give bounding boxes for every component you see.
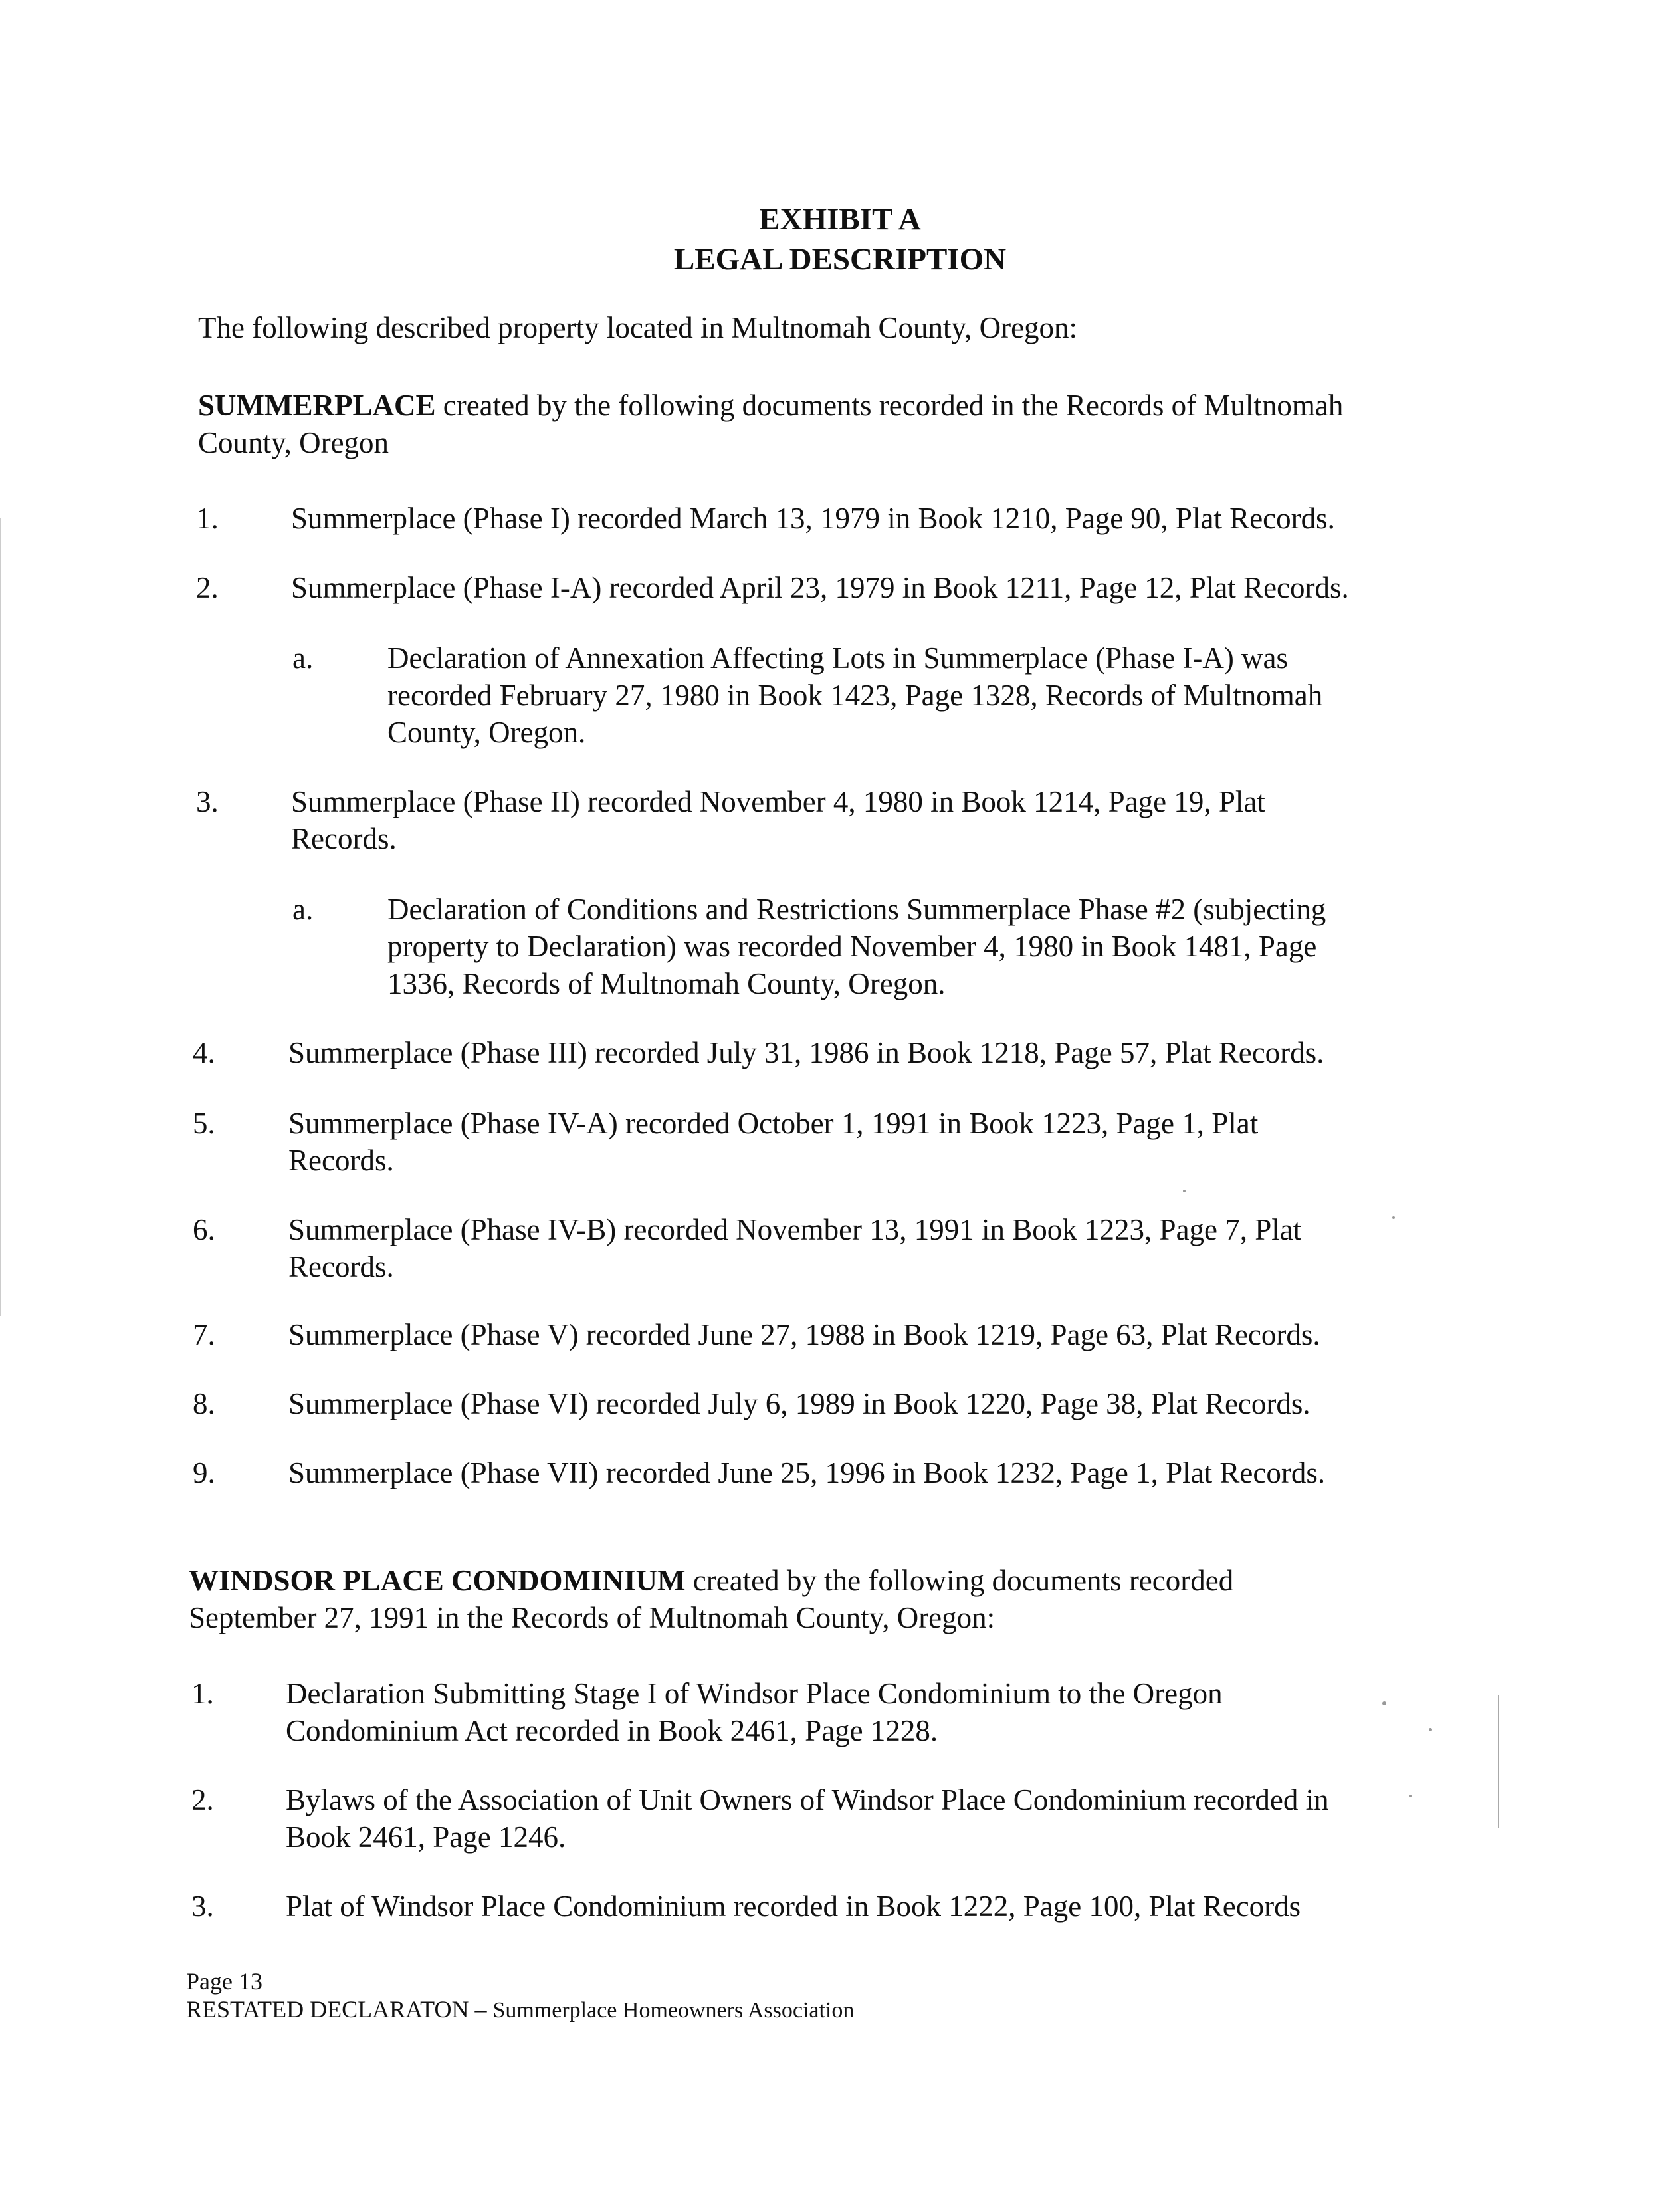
item-number: 2. (196, 571, 219, 604)
item-text: Summerplace (Phase VII) recorded June 25, 1996 in Book 1232, Page 1, Plat Records. (288, 1456, 1326, 1489)
item-text: Bylaws of the Association of Unit Owners of Windsor Place Condominium recorded in (286, 1783, 1329, 1816)
subitem-letter: a. (292, 641, 314, 675)
exhibit-title (0, 199, 1680, 279)
footer-association: Summerplace Homeowners Association (492, 1998, 855, 2022)
item-text: Records. (291, 822, 397, 855)
footer-doc-title: RESTATED DECLARATON (186, 1996, 469, 2022)
scan-speck (1382, 1701, 1386, 1705)
item-number: 4. (193, 1036, 215, 1069)
legal-description-heading: LEGAL DESCRIPTION (673, 242, 1007, 276)
item-text: Book 2461, Page 1246. (286, 1820, 566, 1854)
item-text: County, Oregon. (387, 716, 586, 749)
summerplace-heading-text: created by the following documents recorded in the Records of Multnomah (435, 389, 1344, 422)
item-text: Summerplace (Phase I) recorded March 13, 1979 in Book 1210, Page 90, Plat Records. (291, 502, 1335, 535)
item-number: 6. (193, 1213, 215, 1246)
item-text: Summerplace (Phase I-A) recorded April 23, 1979 in Book 1211, Page 12, Plat Records. (291, 571, 1349, 604)
windsor-heading (189, 1562, 1233, 1636)
item-number: 1. (191, 1677, 214, 1710)
summerplace-heading (198, 387, 1343, 461)
page-footer (186, 1967, 854, 2024)
item-text: recorded February 27, 1980 in Book 1423, Page 1328, Records of Multnomah (387, 679, 1323, 712)
item-number: 3. (191, 1890, 214, 1923)
scan-edge-line (0, 518, 1, 1316)
item-text: Summerplace (Phase V) recorded June 27, 1988 in Book 1219, Page 63, Plat Records. (288, 1318, 1320, 1351)
summerplace-heading-text-2: County, Oregon (198, 426, 389, 459)
windsor-heading-bold: WINDSOR PLACE CONDOMINIUM (189, 1564, 686, 1597)
item-number: 7. (193, 1318, 215, 1351)
exhibit-heading: EXHIBIT A (759, 202, 921, 237)
windsor-heading-text-2: September 27, 1991 in the Records of Multnomah County, Oregon: (189, 1601, 996, 1634)
item-number: 5. (193, 1107, 215, 1140)
subitem-letter: a. (292, 893, 314, 926)
page-number: Page 13 (186, 1968, 262, 1995)
scan-speck (1392, 1216, 1395, 1219)
intro-paragraph: The following described property located in Multnomah County, Oregon: (198, 311, 1078, 344)
item-text: Plat of Windsor Place Condominium recorded in Book 1222, Page 100, Plat Records (286, 1890, 1301, 1923)
scan-artifact-line (1498, 1695, 1499, 1828)
item-number: 1. (196, 502, 219, 535)
item-text: Summerplace (Phase IV-A) recorded October 1, 1991 in Book 1223, Page 1, Plat (288, 1107, 1259, 1140)
item-text: 1336, Records of Multnomah County, Oregon. (387, 967, 946, 1000)
item-text: Condominium Act recorded in Book 2461, Page 1228. (286, 1714, 938, 1747)
footer-title (186, 1995, 854, 2024)
item-number: 8. (193, 1387, 215, 1420)
scan-speck (1409, 1795, 1412, 1797)
scan-speck (1183, 1190, 1186, 1192)
item-text: Records. (288, 1144, 394, 1177)
item-text: Summerplace (Phase IV-B) recorded November 13, 1991 in Book 1223, Page 7, Plat (288, 1213, 1302, 1246)
item-number: 2. (191, 1783, 214, 1816)
item-text: Declaration of Conditions and Restrictions Summerplace Phase #2 (subjecting (387, 893, 1326, 926)
item-text: Summerplace (Phase II) recorded November 4, 1980 in Book 1214, Page 19, Plat (291, 785, 1265, 818)
item-text: Summerplace (Phase VI) recorded July 6, 1989 in Book 1220, Page 38, Plat Records. (288, 1387, 1311, 1420)
scan-speck (1429, 1728, 1432, 1731)
summerplace-heading-bold: SUMMERPLACE (198, 389, 436, 422)
windsor-heading-text: created by the following documents recorded (685, 1564, 1234, 1597)
item-text: Declaration Submitting Stage I of Windsor Place Condominium to the Oregon (286, 1677, 1223, 1710)
item-text: property to Declaration) was recorded November 4, 1980 in Book 1481, Page (387, 930, 1317, 963)
footer-separator: – (469, 1996, 493, 2022)
item-number: 9. (193, 1456, 215, 1489)
item-text: Summerplace (Phase III) recorded July 31, 1986 in Book 1218, Page 57, Plat Records. (288, 1036, 1324, 1069)
item-number: 3. (196, 785, 219, 818)
item-text: Declaration of Annexation Affecting Lots in Summerplace (Phase I-A) was (387, 641, 1289, 675)
item-text: Records. (288, 1250, 394, 1283)
